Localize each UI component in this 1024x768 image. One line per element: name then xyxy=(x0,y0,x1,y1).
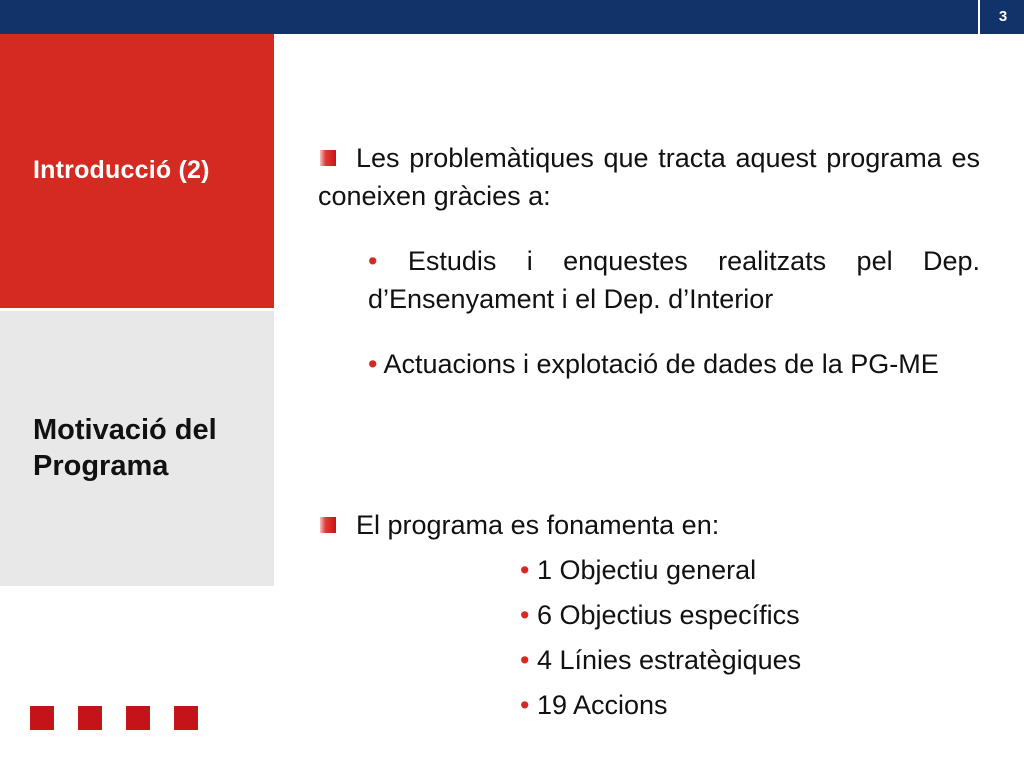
bullet-dot-icon: • xyxy=(520,600,530,630)
list-item xyxy=(520,593,801,638)
decorative-square-icon xyxy=(126,706,150,730)
square-bullet-icon xyxy=(320,517,336,533)
slide-number: 3 xyxy=(998,8,1008,25)
bullet-dot-icon: • xyxy=(520,645,530,675)
list-item xyxy=(520,683,801,728)
list-item xyxy=(520,638,801,683)
foundation-list xyxy=(520,548,801,728)
slide-number-divider xyxy=(978,0,980,34)
bullet-dot-icon: • xyxy=(368,349,378,379)
decorative-square-icon xyxy=(30,706,54,730)
list-item-text: Actuacions i explotació de dades de la PG-ME xyxy=(383,349,939,379)
top-bar xyxy=(0,0,1024,34)
bullet-dot-icon: • xyxy=(520,555,530,585)
bullet-dot-icon: • xyxy=(520,690,530,720)
list-item-text: 6 Objectius específics xyxy=(536,600,800,630)
list-item-text: 19 Accions xyxy=(536,690,668,720)
list-item xyxy=(368,242,980,318)
list-item-text: Estudis i enquestes realitzats pel Dep. d’Ensenyament i el Dep. d’Interior xyxy=(368,246,980,314)
foundation-heading: El programa es fonamenta en: xyxy=(356,510,720,540)
decorative-square-icon xyxy=(174,706,198,730)
intro-paragraph: Les problemàtiques que tracta aquest programa es coneixen gràcies a: xyxy=(318,143,980,211)
section-title: Introducció (2) xyxy=(33,156,210,184)
list-item xyxy=(368,345,980,383)
decorative-square-icon xyxy=(78,706,102,730)
bullet-dot-icon: • xyxy=(368,246,378,276)
list-item xyxy=(520,548,801,593)
subsection-title: Motivació del Programa xyxy=(33,414,217,482)
list-item-text: 1 Objectiu general xyxy=(536,555,757,585)
list-item-text: 4 Línies estratègiques xyxy=(536,645,802,675)
